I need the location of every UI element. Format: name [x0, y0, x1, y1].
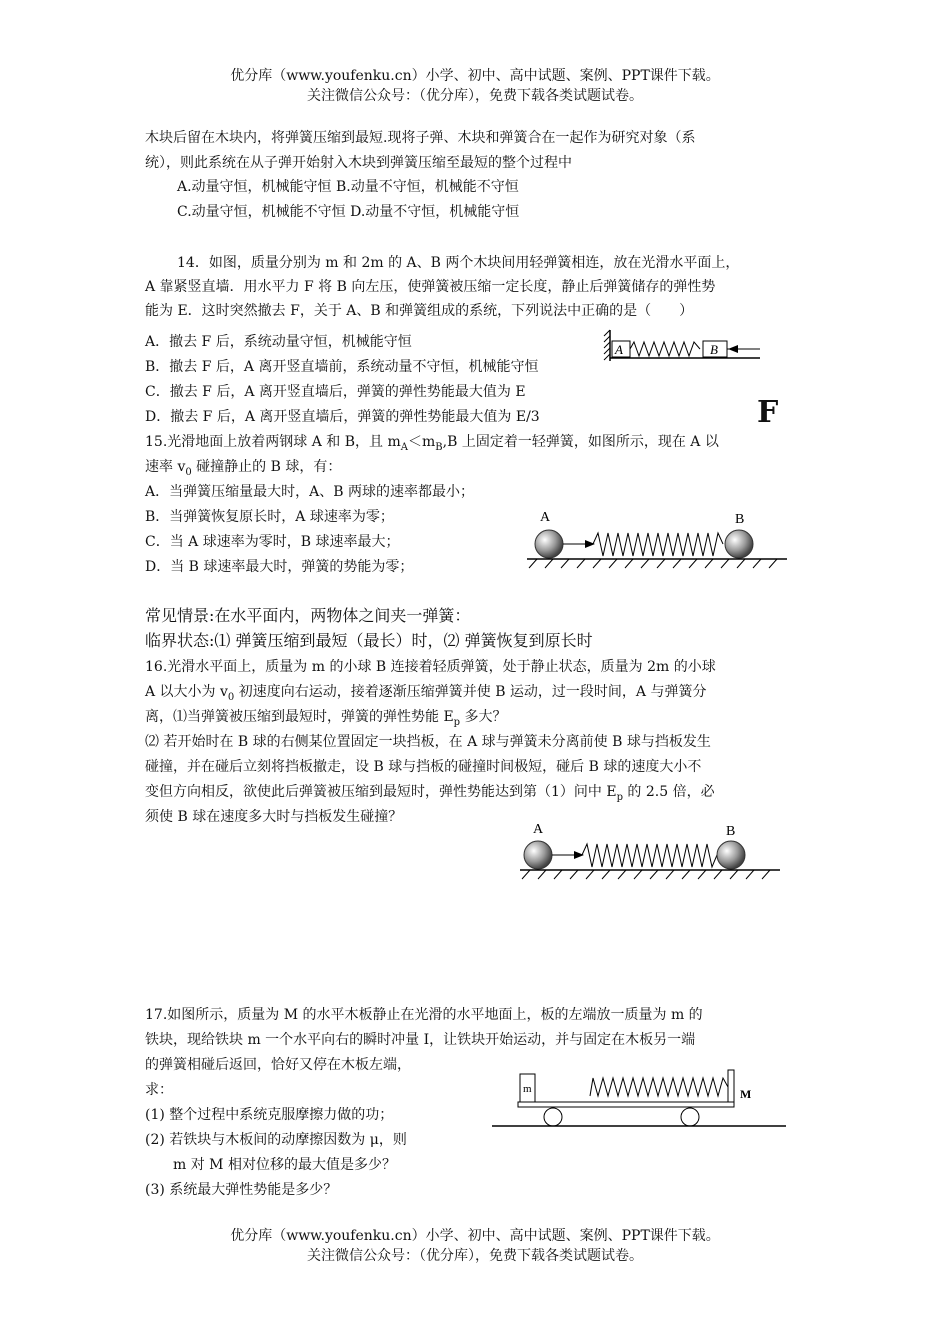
q16-line-3: 离，⑴当弹簧被压缩到最短时，弹簧的弹性势能 $E_p$ 多大？	[145, 709, 507, 728]
q13-options-ab: A.动量守恒，机械能守恒 B.动量不守恒，机械能不守恒	[177, 179, 519, 195]
q16-line-2: A 以大小为 $v_0$ 初速度向右运动，接着逐渐压缩弹簧并使 B 运动，过一段时间，A 与弹簧分	[145, 684, 707, 703]
ball-a-label: A	[533, 822, 544, 837]
q16-figure	[518, 818, 788, 884]
q15-option-c: C．当 A 球速率为零时，B 球速率最大；	[145, 534, 400, 550]
iron-block-label: m	[523, 1083, 532, 1095]
wheel-left	[544, 1108, 562, 1126]
q13-line-2: 统），则此系统在从子弹开始射入木块到弹簧压缩至最短的整个过程中	[145, 155, 572, 171]
ball-b	[717, 841, 745, 869]
spring	[582, 844, 717, 867]
q17-item-2b: m 对 M 相对位移的最大值是多少？	[173, 1157, 396, 1173]
force-arrow-head	[728, 345, 738, 353]
q13-options-cd: C.动量守恒，机械能不守恒 D.动量不守恒，机械能守恒	[177, 204, 520, 220]
q14-option-a: A．撤去 F 后，系统动量守恒，机械能守恒	[145, 334, 412, 350]
footer-line-1: 优分库（www.youfenku.cn）小学、初中、高中试题、案例、PPT课件下载。	[230, 1228, 720, 1244]
ball-a-label: A	[540, 510, 551, 525]
end-stop	[728, 1070, 734, 1106]
q16-line-5: 碰撞，并在碰后立刻将挡板撤走，设 B 球与挡板的碰撞时间极短，碰后 B 球的速度大小不	[145, 759, 702, 775]
block-a-label: A	[615, 342, 623, 357]
q14-line-2: A 靠紧竖直墙．用水平力 F 将 B 向左压，使弹簧被压缩一定长度，静止后弹簧储存的弹性势	[145, 279, 716, 295]
q17-figure	[490, 1066, 790, 1132]
board-label: M	[740, 1087, 752, 1101]
q15-option-d: D．当 B 球速率最大时，弹簧的势能为零；	[145, 559, 414, 575]
q16-line-1: 16.光滑水平面上，质量为 m 的小球 B 连接着轻质弹簧，处于静止状态，质量为 2m 的小球	[145, 659, 716, 675]
q17-item-2: (2) 若铁块与木板间的动摩擦因数为 μ，则	[145, 1132, 407, 1148]
header-line-1: 优分库（www.youfenku.cn）小学、初中、高中试题、案例、PPT课件下载。	[230, 68, 720, 84]
q17-line-3: 的弹簧相碰后返回，恰好又停在木板左端，	[145, 1057, 411, 1073]
spring	[630, 342, 700, 356]
q16-line-6: 变但方向相反，欲使此后弹簧被压缩到最短时，弹性势能达到第（1）问中 $E_p$ 的 2.5 倍，必	[145, 784, 715, 803]
q17-item-1: (1) 整个过程中系统克服摩擦力做的功；	[145, 1107, 394, 1123]
footer-line-2: 关注微信公众号：（优分库），免费下载各类试题试卷。	[307, 1248, 643, 1264]
q16-line-4: ⑵ 若开始时在 B 球的右侧某位置固定一块挡板，在 A 球与弹簧未分离前使 B 球与挡板发生	[145, 734, 711, 750]
q15-line-2: 速率 $v_0$ 碰撞静止的 B 球，有：	[145, 459, 342, 478]
wall-hatching	[604, 330, 610, 360]
ball-b-label: B	[726, 824, 736, 839]
q14-option-c: C．撤去 F 后，A 离开竖直墙后，弹簧的弹性势能最大值为 E	[145, 384, 526, 400]
block-b-label: B	[710, 342, 718, 357]
spring	[593, 533, 723, 556]
scenario-line-1: 常见情景:在水平面内，两物体之间夹一弹簧：	[145, 606, 471, 625]
q14-option-d: D．撤去 F 后，A 离开竖直墙后，弹簧的弹性势能最大值为 E/3	[145, 409, 540, 425]
ball-b	[725, 530, 753, 558]
q16-line-7: 须使 B 球在速度多大时与挡板发生碰撞？	[145, 809, 403, 825]
q15-line-1: 15.光滑地面上放着两钢球 A 和 B，且 $m_A<m_B,B$ 上固定着一轻弹簧，如图所示，现在 A 以	[145, 434, 719, 453]
floor-hatching	[529, 559, 777, 568]
ball-a	[535, 530, 563, 558]
q14-line-1: 14．如图，质量分别为 m 和 2m 的 A、B 两个木块间用轻弹簧相连，放在光滑水平面上，	[177, 255, 740, 271]
board	[518, 1102, 734, 1107]
wheel-right	[681, 1108, 699, 1126]
q14-option-b: B．撤去 F 后，A 离开竖直墙前，系统动量不守恒，机械能守恒	[145, 359, 539, 375]
q15-option-a: A．当弹簧压缩量最大时，A、B 两球的速率都最小；	[145, 484, 474, 500]
q17-line-1: 17.如图所示，质量为 M 的水平木板静止在光滑的水平地面上，板的左端放一质量为 m 的	[145, 1007, 703, 1023]
ball-b-label: B	[735, 512, 745, 527]
q15-figure	[525, 506, 795, 572]
scenario-line-2: 临界状态:⑴ 弹簧压缩到最短（最长）时，⑵ 弹簧恢复到原长时	[145, 631, 593, 650]
q15-option-b: B．当弹簧恢复原长时，A 球速率为零；	[145, 509, 394, 525]
q14-line-3: 能为 E．这时突然撤去 F，关于 A、B 和弹簧组成的系统，下列说法中正确的是（ ）	[145, 303, 694, 319]
spring	[590, 1078, 728, 1096]
floor-hatching	[522, 870, 770, 879]
q17-line-2: 铁块，现给铁块 m 一个水平向右的瞬时冲量 I，让铁块开始运动，并与固定在木板另一端	[145, 1032, 696, 1048]
q13-line-1: 木块后留在木块内，将弹簧压缩到最短.现将子弹、木块和弹簧合在一起作为研究对象（系	[145, 130, 696, 146]
q17-line-4: 求：	[145, 1082, 173, 1098]
ball-a	[524, 841, 552, 869]
force-label: F	[757, 395, 779, 430]
q17-item-3: (3) 系统最大弹性势能是多少？	[145, 1182, 338, 1198]
header-line-2: 关注微信公众号：（优分库），免费下载各类试题试卷。	[307, 88, 643, 104]
q14-figure	[600, 326, 770, 366]
